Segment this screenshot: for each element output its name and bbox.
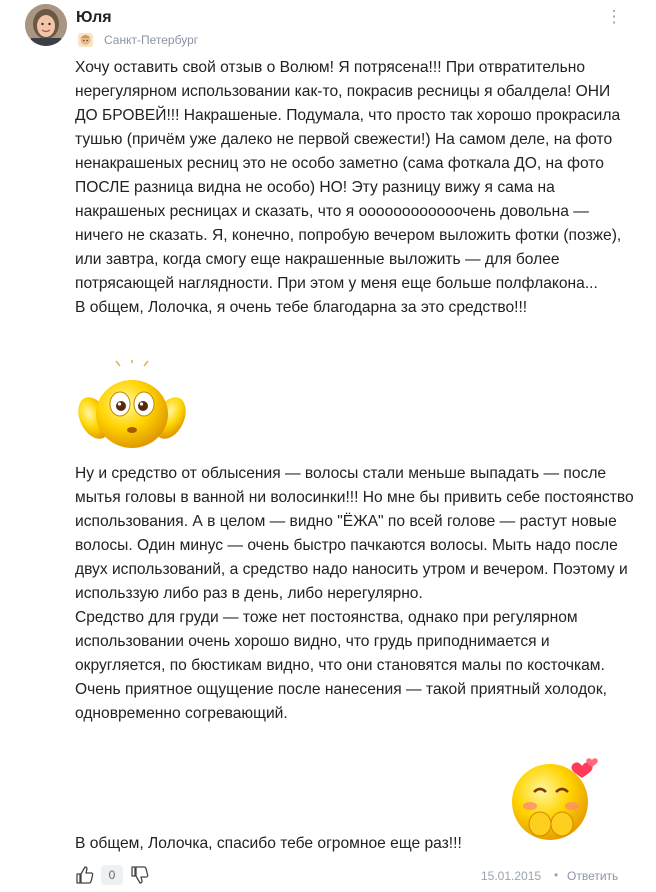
blinking-smiley-icon [72, 360, 192, 456]
likes-count: 0 [101, 865, 123, 885]
thumbs-up-icon[interactable] [75, 865, 95, 885]
more-options-icon[interactable]: ⋮ [605, 7, 623, 26]
thumbs-down-icon[interactable] [130, 865, 150, 885]
city-avatar-icon [77, 32, 94, 48]
comment-footer [0, 862, 656, 890]
review-paragraph-3: В общем, Лолочка, спасибо тебе огромное еще раз!!! [75, 835, 462, 852]
review-text-part-3 [75, 832, 635, 856]
separator-dot: • [554, 868, 559, 882]
reply-button[interactable]: Ответить [567, 869, 619, 883]
comment-date: 15.01.2015 [481, 869, 542, 883]
review-text-part-2 [75, 462, 635, 726]
author-name[interactable]: Юля [76, 9, 112, 26]
author-location: Санкт-Петербург [104, 33, 199, 47]
avatar[interactable] [25, 4, 67, 46]
review-paragraph-1: Хочу оставить свой отзыв о Волюм! Я потрясена!!! При отвратительно нерегулярном использовании как-то, покрасив ресницы я обалдела! ОНИ ДО БРОВЕЙ!!! Накрашеные. Подумала, что просто так хорошо прокрасила тушью (причём уже далеко не первой свежести!) На самом деле, на фото ненакрашеных ресниц это не особо заметно (сама фоткала ДО, на фото ПОСЛЕ разница видна не особо) НО! Эту разницу вижу я сама на накрашеных ресницах и сказать, что я оооооооооооочень довольна — ничего не сказать. Я, конечно, попробую вечером выложить фотки (позже), или завтра, когда смогу еще накрашенные выложить — для более потрясающей наглядности. При этом у меня еще больше полфлакона... В общем, Лолочка, я очень тебе благодарна за это средство!!! [75, 59, 622, 316]
review-text-part-1 [75, 56, 635, 320]
review-paragraph-2: Ну и средство от облысения — волосы стали меньше выпадать — после мытья головы в ванной ни волосинки!!! Но мне бы привить себе постоянство использования. А в целом — видно "ЁЖА" по всей голове — растут новые волосы. Один минус — очень быстро пачкаются волосы. Мыть надо после двух использований, а средство надо наносить утром и вечером. Поэтому и использзую либо раз в день, либо нерегулярно. Средство для груди — тоже нет постоянства, однако при регулярном использовании очень хорошо видно, что грудь приподнимается и округляется, по бюстикам видно, что они становятся малы по косточкам. Очень приятное ощущение после нанесения — такой приятный холодок, одновременно согревающий. [75, 465, 634, 722]
shy-smiley-icon [500, 758, 604, 842]
